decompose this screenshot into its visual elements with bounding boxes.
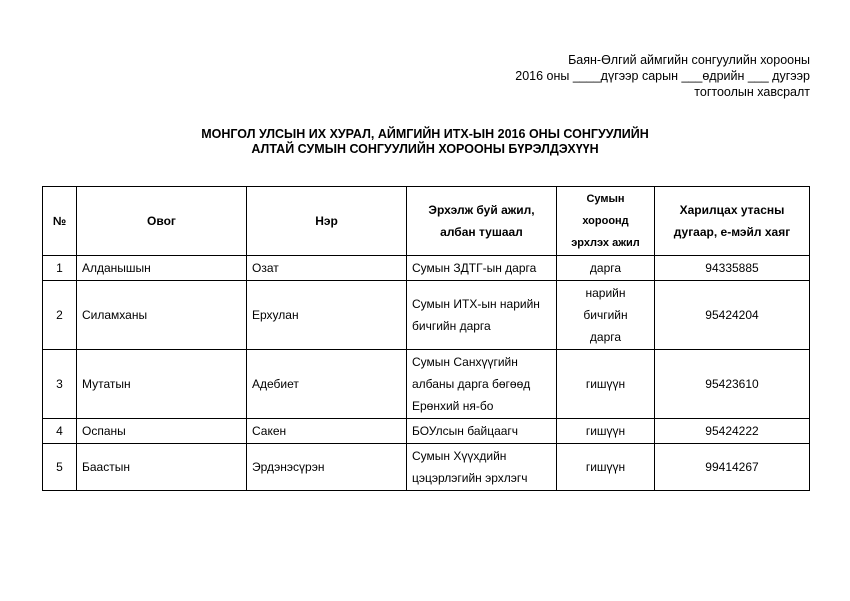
cell-name: Адебиет bbox=[247, 350, 407, 419]
committee-members-table bbox=[42, 186, 810, 491]
header-number: № bbox=[43, 187, 77, 256]
cell-contact: 94335885 bbox=[655, 256, 810, 281]
cell-number: 1 bbox=[43, 256, 77, 281]
cell-number: 2 bbox=[43, 281, 77, 350]
cell-number: 3 bbox=[43, 350, 77, 419]
title-line-1: МОНГОЛ УЛСЫН ИХ ХУРАЛ, АЙМГИЙН ИТХ-ЫН 2016 ОНЫ СОНГУУЛИЙН bbox=[201, 127, 649, 141]
cell-role: гишүүн bbox=[557, 444, 655, 491]
table-row bbox=[43, 350, 810, 419]
header-line-committee: Баян-Өлгий аймгийн сонгуулийн хорооны bbox=[568, 53, 810, 67]
table-row bbox=[43, 281, 810, 350]
header-line-date: 2016 оны ____дүгээр сарын ___өдрийн ___ дугээр bbox=[515, 69, 810, 83]
cell-role: гишүүн bbox=[557, 350, 655, 419]
header-surname: Овог bbox=[77, 187, 247, 256]
cell-job: Сумын Санхүүгийн албаны дарга бөгөөд Ерөнхий ня-бо bbox=[407, 350, 557, 419]
table-row bbox=[43, 256, 810, 281]
cell-job: Сумын ЗДТГ-ын дарга bbox=[407, 256, 557, 281]
title-line-2: АЛТАЙ СУМЫН СОНГУУЛИЙН ХОРООНЫ БҮРЭЛДЭХҮҮН bbox=[251, 142, 599, 156]
table-header-row bbox=[43, 187, 810, 256]
cell-number: 5 bbox=[43, 444, 77, 491]
header-contact: Харилцах утасны дугаар, е-мэйл хаяг bbox=[655, 187, 810, 256]
cell-contact: 95423610 bbox=[655, 350, 810, 419]
document-title bbox=[0, 127, 850, 157]
cell-job: БОУлсын байцаагч bbox=[407, 419, 557, 444]
cell-role: дарга bbox=[557, 256, 655, 281]
table-row bbox=[43, 444, 810, 491]
cell-name: Озат bbox=[247, 256, 407, 281]
table-row bbox=[43, 419, 810, 444]
cell-contact: 99414267 bbox=[655, 444, 810, 491]
cell-name: Сакен bbox=[247, 419, 407, 444]
cell-surname: Силамханы bbox=[77, 281, 247, 350]
header-job: Эрхэлж буй ажил, албан тушаал bbox=[407, 187, 557, 256]
header-role: Сумын хороонд эрхлэх ажил bbox=[557, 187, 655, 256]
cell-contact: 95424204 bbox=[655, 281, 810, 350]
cell-surname: Алданышын bbox=[77, 256, 247, 281]
cell-surname: Мутатын bbox=[77, 350, 247, 419]
cell-job: Сумын ИТХ-ын нарийн бичгийн дарга bbox=[407, 281, 557, 350]
cell-name: Эрдэнэсүрэн bbox=[247, 444, 407, 491]
cell-role: нарийн бичгийн дарга bbox=[557, 281, 655, 350]
cell-contact: 95424222 bbox=[655, 419, 810, 444]
cell-role: гишүүн bbox=[557, 419, 655, 444]
header-name: Нэр bbox=[247, 187, 407, 256]
cell-job: Сумын Хүүхдийн цэцэрлэгийн эрхлэгч bbox=[407, 444, 557, 491]
cell-name: Ерхулан bbox=[247, 281, 407, 350]
cell-surname: Баастын bbox=[77, 444, 247, 491]
cell-surname: Оспаны bbox=[77, 419, 247, 444]
cell-number: 4 bbox=[43, 419, 77, 444]
resolution-header bbox=[515, 52, 810, 100]
header-line-annex: тогтоолын хавсралт bbox=[694, 85, 810, 99]
